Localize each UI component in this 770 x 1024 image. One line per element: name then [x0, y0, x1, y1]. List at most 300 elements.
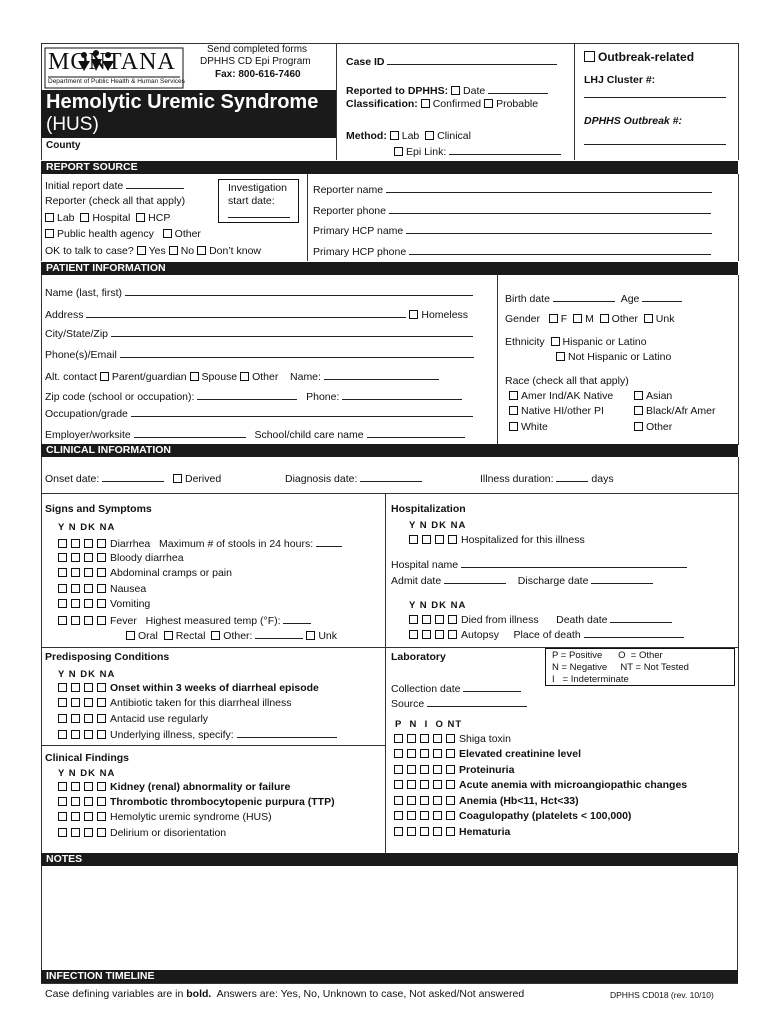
montana-logo [44, 47, 184, 89]
vomiting-y[interactable] [58, 599, 67, 608]
antacid-na[interactable] [97, 714, 106, 723]
kidney-dk[interactable] [84, 782, 93, 791]
shiga-n[interactable] [407, 734, 416, 743]
temp-method-row [126, 629, 337, 642]
ok-talk-dk-label: Don’t know [209, 245, 262, 257]
footer-note [45, 988, 524, 1000]
hematuria-i[interactable] [420, 827, 429, 836]
hematuria-n[interactable] [407, 827, 416, 836]
reporter-hcp-label: HCP [148, 212, 171, 224]
sign-diarrhea [58, 537, 342, 550]
discharge-label: Discharge date [517, 575, 589, 587]
antacid-dk[interactable] [84, 714, 93, 723]
temp-oral-checkbox[interactable] [126, 631, 135, 640]
autopsy-n[interactable] [422, 630, 431, 639]
homeless-label: Homeless [421, 309, 469, 321]
diarrhea-y[interactable] [58, 539, 67, 548]
notes-heading: NOTES [41, 853, 738, 866]
antibiotic-dk[interactable] [84, 698, 93, 707]
ok-talk-dk-checkbox[interactable] [197, 246, 206, 255]
race-row1b [634, 390, 672, 402]
creatinine-nt[interactable] [446, 749, 455, 758]
acute-n[interactable] [407, 780, 416, 789]
autopsy-dk[interactable] [435, 630, 444, 639]
reported-checkbox[interactable] [451, 86, 460, 95]
epi-link-field[interactable] [449, 145, 561, 155]
predisp-antacid [58, 713, 208, 725]
race-other-label: Other [646, 421, 673, 433]
parent-checkbox[interactable] [100, 372, 109, 381]
patient-name-field[interactable] [125, 286, 473, 296]
primary-hcp-phone-field[interactable] [409, 245, 711, 255]
abdominal-y[interactable] [58, 568, 67, 577]
delirium-na[interactable] [97, 828, 106, 837]
alt-name-field[interactable] [324, 370, 439, 380]
delirium-dk[interactable] [84, 828, 93, 837]
diagnosis-label: Diagnosis date: [285, 473, 358, 485]
acute-nt[interactable] [446, 780, 455, 789]
creatinine-label: Elevated creatinine level [459, 748, 581, 760]
antacid-y[interactable] [58, 714, 67, 723]
diarrhea-n[interactable] [71, 539, 80, 548]
coag-nt[interactable] [446, 811, 455, 820]
reporter-name-label: Reporter name [313, 184, 384, 196]
died-n[interactable] [422, 615, 431, 624]
bloody-na[interactable] [97, 553, 106, 562]
antibiotic-y[interactable] [58, 698, 67, 707]
zip-label: Zip code (school or occupation): [45, 391, 195, 403]
reported-row [346, 84, 548, 97]
hospitalized-label: Hospitalized for this illness [461, 534, 585, 546]
died-label: Died from illness [461, 614, 539, 626]
admit-field[interactable] [444, 574, 506, 584]
footer-text2: Answers are: Yes, No, Unknown to case, Not asked/Not answered [211, 988, 525, 1000]
proteinuria-n[interactable] [407, 765, 416, 774]
kidney-label: Kidney (renal) abnormality or failure [110, 781, 291, 793]
case-id-text: Case ID [346, 56, 385, 68]
shiga-nt[interactable] [446, 734, 455, 743]
alt-contact-label: Alt. contact [45, 371, 97, 383]
alt-phone-label: Phone: [306, 391, 340, 403]
autopsy-na[interactable] [448, 630, 457, 639]
creatinine-o[interactable] [433, 749, 442, 758]
acute-p[interactable] [394, 780, 403, 789]
reporter-public-health-label: Public health agency [57, 228, 154, 240]
ok-talk-no-checkbox[interactable] [169, 246, 178, 255]
underlying-n[interactable] [71, 730, 80, 739]
abdominal-na[interactable] [97, 568, 106, 577]
occupation-label: Occupation/grade [45, 408, 128, 420]
probable-label: Probable [496, 98, 539, 110]
investigation-label1: Investigation [228, 182, 287, 194]
hosp-na[interactable] [448, 535, 457, 544]
race-native-hi-checkbox[interactable] [509, 406, 518, 415]
fax-number: Fax: 800-616-7460 [215, 69, 301, 80]
reporter-public-health-checkbox[interactable] [45, 229, 54, 238]
diagnosis-row [285, 472, 422, 485]
race-black-checkbox[interactable] [634, 406, 643, 415]
coag-p[interactable] [394, 811, 403, 820]
hematuria-o[interactable] [433, 827, 442, 836]
vomiting-n[interactable] [71, 599, 80, 608]
onset3-na[interactable] [97, 683, 106, 692]
underlying-y[interactable] [58, 730, 67, 739]
sign-vomiting [58, 598, 150, 610]
employer-label: Employer/worksite [45, 429, 131, 441]
acute-i[interactable] [420, 780, 429, 789]
diarrhea-dk[interactable] [84, 539, 93, 548]
dphhs-outbreak-field[interactable] [584, 135, 726, 145]
gender-row [505, 313, 674, 325]
footer-bold: bold. [186, 988, 212, 1000]
spouse-checkbox[interactable] [190, 372, 199, 381]
hus-dk[interactable] [84, 812, 93, 821]
finding-delirium [58, 827, 226, 839]
epi-link-checkbox[interactable] [394, 147, 403, 156]
gender-unk-checkbox[interactable] [644, 314, 653, 323]
anemia-o[interactable] [433, 796, 442, 805]
underlying-na[interactable] [97, 730, 106, 739]
proteinuria-label: Proteinuria [459, 764, 515, 776]
coag-i[interactable] [420, 811, 429, 820]
acute-o[interactable] [433, 780, 442, 789]
address-label: Address [45, 309, 84, 321]
anemia-p[interactable] [394, 796, 403, 805]
patient-name-label: Name (last, first) [45, 287, 123, 299]
underlying-field[interactable] [237, 728, 337, 738]
hospital-name-row [391, 558, 687, 571]
hus-na[interactable] [97, 812, 106, 821]
underlying-dk[interactable] [84, 730, 93, 739]
race-row1 [509, 390, 613, 402]
city-label: City/State/Zip [45, 328, 109, 340]
vomiting-dk[interactable] [84, 599, 93, 608]
reporter-name-row [313, 183, 712, 196]
predisp-antibiotic [58, 697, 292, 709]
method-clinical-checkbox[interactable] [425, 131, 434, 140]
anemia-nt[interactable] [446, 796, 455, 805]
ttp-y[interactable] [58, 797, 67, 806]
coag-o[interactable] [433, 811, 442, 820]
alt-other-checkbox[interactable] [240, 372, 249, 381]
admit-label: Admit date [391, 575, 442, 587]
died-y[interactable] [409, 615, 418, 624]
temp-unk-checkbox[interactable] [306, 631, 315, 640]
alt-name-label: Name: [290, 371, 321, 383]
hispanic-checkbox[interactable] [551, 337, 560, 346]
onset-field[interactable] [102, 472, 164, 482]
reporter-check-label: Reporter (check all that apply) [45, 195, 186, 207]
patient-name-row [45, 286, 473, 299]
autopsy-row [409, 628, 684, 641]
method-row [346, 130, 471, 142]
anemia-i[interactable] [420, 796, 429, 805]
age-field[interactable] [642, 292, 682, 302]
hematuria-nt[interactable] [446, 827, 455, 836]
diarrhea-na[interactable] [97, 539, 106, 548]
gender-unk-label: Unk [655, 313, 675, 325]
zip-row [45, 390, 462, 403]
hosp-y[interactable] [409, 535, 418, 544]
primary-hcp-name-field[interactable] [406, 224, 712, 234]
city-row [45, 327, 473, 340]
vomiting-label: Vomiting [110, 598, 151, 610]
shiga-label: Shiga toxin [459, 733, 511, 745]
primary-hcp-phone-label: Primary HCP phone [313, 246, 407, 258]
race-row3 [509, 421, 548, 433]
vomiting-na[interactable] [97, 599, 106, 608]
lab-pinont-header: P N I O NT [395, 719, 463, 730]
address-row [45, 308, 468, 321]
antacid-n[interactable] [71, 714, 80, 723]
nausea-na[interactable] [97, 584, 106, 593]
notes-area[interactable] [41, 866, 738, 970]
fever-dk[interactable] [84, 616, 93, 625]
infection-timeline-heading: INFECTION TIMELINE [41, 970, 738, 983]
fever-n[interactable] [71, 616, 80, 625]
abdominal-dk[interactable] [84, 568, 93, 577]
illness-duration-field[interactable] [556, 472, 588, 482]
signs-heading: Signs and Symptoms [45, 503, 152, 515]
bloody-n[interactable] [71, 553, 80, 562]
nausea-n[interactable] [71, 584, 80, 593]
derived-checkbox[interactable] [173, 474, 182, 483]
epi-link-label: Epi Link: [406, 146, 447, 158]
outbreak-label: Outbreak-related [598, 50, 695, 64]
onset3-n[interactable] [71, 683, 80, 692]
reported-label: Reported to DPHHS: [346, 85, 449, 97]
illness-duration-label: Illness duration: [480, 473, 554, 485]
race-asian-checkbox[interactable] [634, 391, 643, 400]
source-field[interactable] [427, 697, 527, 707]
phone-email-field[interactable] [120, 348, 474, 358]
lhj-cluster-field[interactable] [584, 88, 726, 98]
reported-date-field[interactable] [488, 84, 548, 94]
occupation-field[interactable] [131, 407, 473, 417]
kidney-na[interactable] [97, 782, 106, 791]
initial-report-label: Initial report date [45, 180, 124, 192]
temp-other-checkbox[interactable] [211, 631, 220, 640]
autopsy-y[interactable] [409, 630, 418, 639]
nausea-y[interactable] [58, 584, 67, 593]
abdominal-n[interactable] [71, 568, 80, 577]
gender-m-checkbox[interactable] [573, 314, 582, 323]
diagnosis-field[interactable] [360, 472, 422, 482]
race-other-checkbox[interactable] [634, 422, 643, 431]
lab-acute-anemia [394, 779, 687, 791]
zip-field[interactable] [197, 390, 297, 400]
onset3-dk[interactable] [84, 683, 93, 692]
proteinuria-i[interactable] [420, 765, 429, 774]
case-id-field[interactable] [387, 55, 557, 65]
reporter-lab-label: Lab [57, 212, 75, 224]
anemia-n[interactable] [407, 796, 416, 805]
collection-label: Collection date [391, 683, 461, 695]
employer-field[interactable] [134, 428, 246, 438]
proteinuria-nt[interactable] [446, 765, 455, 774]
reporter-phone-field[interactable] [389, 204, 711, 214]
died-na[interactable] [448, 615, 457, 624]
max-stools-field[interactable] [316, 537, 342, 547]
employer-row [45, 428, 465, 441]
reporter-hcp-checkbox[interactable] [136, 213, 145, 222]
anemia-label: Anemia (Hb<11, Hct<33) [459, 795, 579, 807]
alt-contact-row [45, 370, 439, 383]
hematuria-label: Hematuria [459, 826, 511, 838]
predisp-onset [58, 682, 319, 694]
temp-rectal-checkbox[interactable] [164, 631, 173, 640]
delirium-y[interactable] [58, 828, 67, 837]
gender-m-label: M [585, 313, 594, 325]
proteinuria-o[interactable] [433, 765, 442, 774]
kidney-n[interactable] [71, 782, 80, 791]
sign-fever [58, 614, 311, 627]
delirium-n[interactable] [71, 828, 80, 837]
autopsy-label: Autopsy [461, 629, 499, 641]
collection-row [391, 682, 521, 695]
death-date-field[interactable] [610, 613, 672, 623]
onset-label: Onset date: [45, 473, 100, 485]
admit-row [391, 574, 653, 587]
hosp-n[interactable] [422, 535, 431, 544]
address-field[interactable] [86, 308, 406, 318]
creatinine-p[interactable] [394, 749, 403, 758]
outbreak-row [584, 50, 694, 64]
fever-label: Fever [110, 615, 137, 627]
source-row [391, 697, 527, 710]
lab-anemia [394, 795, 579, 807]
signs-yn-header: Y N DK NA [58, 522, 116, 533]
occupation-row [45, 407, 473, 420]
highest-temp-field[interactable] [283, 614, 311, 624]
onset3-label: Onset within 3 weeks of diarrheal episode [110, 682, 319, 694]
onset3-y[interactable] [58, 683, 67, 692]
hus-n[interactable] [71, 812, 80, 821]
sign-nausea [58, 583, 146, 595]
send-forms-line1: Send completed forms [207, 44, 308, 55]
death-date-label: Death date [556, 614, 608, 626]
method-clinical-label: Clinical [437, 130, 471, 142]
ttp-na[interactable] [97, 797, 106, 806]
fever-na[interactable] [97, 616, 106, 625]
reporter-name-field[interactable] [386, 183, 712, 193]
creatinine-i[interactable] [420, 749, 429, 758]
ttp-dk[interactable] [84, 797, 93, 806]
race-black-label: Black/Afr Amer [646, 405, 716, 417]
clinical-info-heading: CLINICAL INFORMATION [41, 444, 738, 457]
patient-info-heading: PATIENT INFORMATION [41, 262, 738, 275]
proteinuria-p[interactable] [394, 765, 403, 774]
temp-other-field[interactable] [255, 629, 303, 639]
discharge-field[interactable] [591, 574, 653, 584]
classification-label: Classification: [346, 98, 418, 110]
gender-f-checkbox[interactable] [549, 314, 558, 323]
died-row [409, 613, 672, 626]
lab-coagulopathy [394, 810, 631, 822]
reporter-hospital-checkbox[interactable] [80, 213, 89, 222]
outbreak-checkbox[interactable] [584, 51, 595, 62]
parent-label: Parent/guardian [111, 371, 187, 383]
ttp-n[interactable] [71, 797, 80, 806]
age-label: Age [620, 293, 640, 305]
shiga-p[interactable] [394, 734, 403, 743]
not-hispanic-label: Not Hispanic or Latino [568, 351, 672, 363]
collection-field[interactable] [463, 682, 521, 692]
coag-n[interactable] [407, 811, 416, 820]
antibiotic-na[interactable] [97, 698, 106, 707]
school-field[interactable] [367, 428, 465, 438]
reporter-other-checkbox[interactable] [163, 229, 172, 238]
nausea-dk[interactable] [84, 584, 93, 593]
reporter-type-row2 [45, 228, 201, 240]
investigation-label2: start date: [228, 195, 275, 207]
temp-oral-label: Oral [138, 630, 158, 642]
kidney-y[interactable] [58, 782, 67, 791]
method-label: Method: [346, 130, 387, 142]
hosp-dk[interactable] [435, 535, 444, 544]
method-lab-checkbox[interactable] [390, 131, 399, 140]
fever-y[interactable] [58, 616, 67, 625]
antibiotic-label: Antibiotic taken for this diarrheal illness [110, 697, 292, 709]
hus-y[interactable] [58, 812, 67, 821]
investigation-date-field[interactable] [228, 208, 290, 218]
reporter-lab-checkbox[interactable] [45, 213, 54, 222]
ethnicity-row [505, 336, 647, 348]
lab-shiga [394, 733, 511, 745]
lab-legend-line3: I = Indeterminate [552, 674, 629, 685]
bloody-dk[interactable] [84, 553, 93, 562]
delirium-label: Delirium or disorientation [110, 827, 227, 839]
race-asian-label: Asian [646, 390, 673, 402]
reporter-hospital-label: Hospital [92, 212, 131, 224]
abdominal-label: Abdominal cramps or pain [110, 567, 232, 579]
reported-date-label: Date [463, 85, 486, 97]
lab-hematuria [394, 826, 510, 838]
died-dk[interactable] [435, 615, 444, 624]
place-death-field[interactable] [584, 628, 684, 638]
race-white-checkbox[interactable] [509, 422, 518, 431]
ok-talk-yes-checkbox[interactable] [137, 246, 146, 255]
underlying-label: Underlying illness, specify: [110, 729, 234, 741]
creatinine-n[interactable] [407, 749, 416, 758]
hematuria-p[interactable] [394, 827, 403, 836]
temp-unk-label: Unk [318, 630, 338, 642]
shiga-o[interactable] [433, 734, 442, 743]
not-hispanic-checkbox[interactable] [556, 352, 565, 361]
bloody-y[interactable] [58, 553, 67, 562]
city-field[interactable] [111, 327, 473, 337]
hospital-name-field[interactable] [461, 558, 687, 568]
ethnicity-label: Ethnicity [505, 336, 545, 348]
antibiotic-n[interactable] [71, 698, 80, 707]
initial-report-field[interactable] [126, 179, 184, 189]
predisp-underlying [58, 728, 337, 741]
race-amer-ind-checkbox[interactable] [509, 391, 518, 400]
probable-checkbox[interactable] [484, 99, 493, 108]
birth-date-field[interactable] [553, 292, 615, 302]
confirmed-checkbox[interactable] [421, 99, 430, 108]
finding-kidney [58, 781, 290, 793]
shiga-i[interactable] [420, 734, 429, 743]
bloody-label: Bloody diarrhea [110, 552, 184, 564]
finding-ttp [58, 796, 335, 808]
alt-phone-field[interactable] [342, 390, 462, 400]
gender-other-checkbox[interactable] [600, 314, 609, 323]
coag-label: Coagulopathy (platelets < 100,000) [459, 810, 632, 822]
homeless-checkbox[interactable] [409, 310, 418, 319]
race-row3b [634, 421, 672, 433]
death-yn-header: Y N DK NA [409, 600, 467, 611]
